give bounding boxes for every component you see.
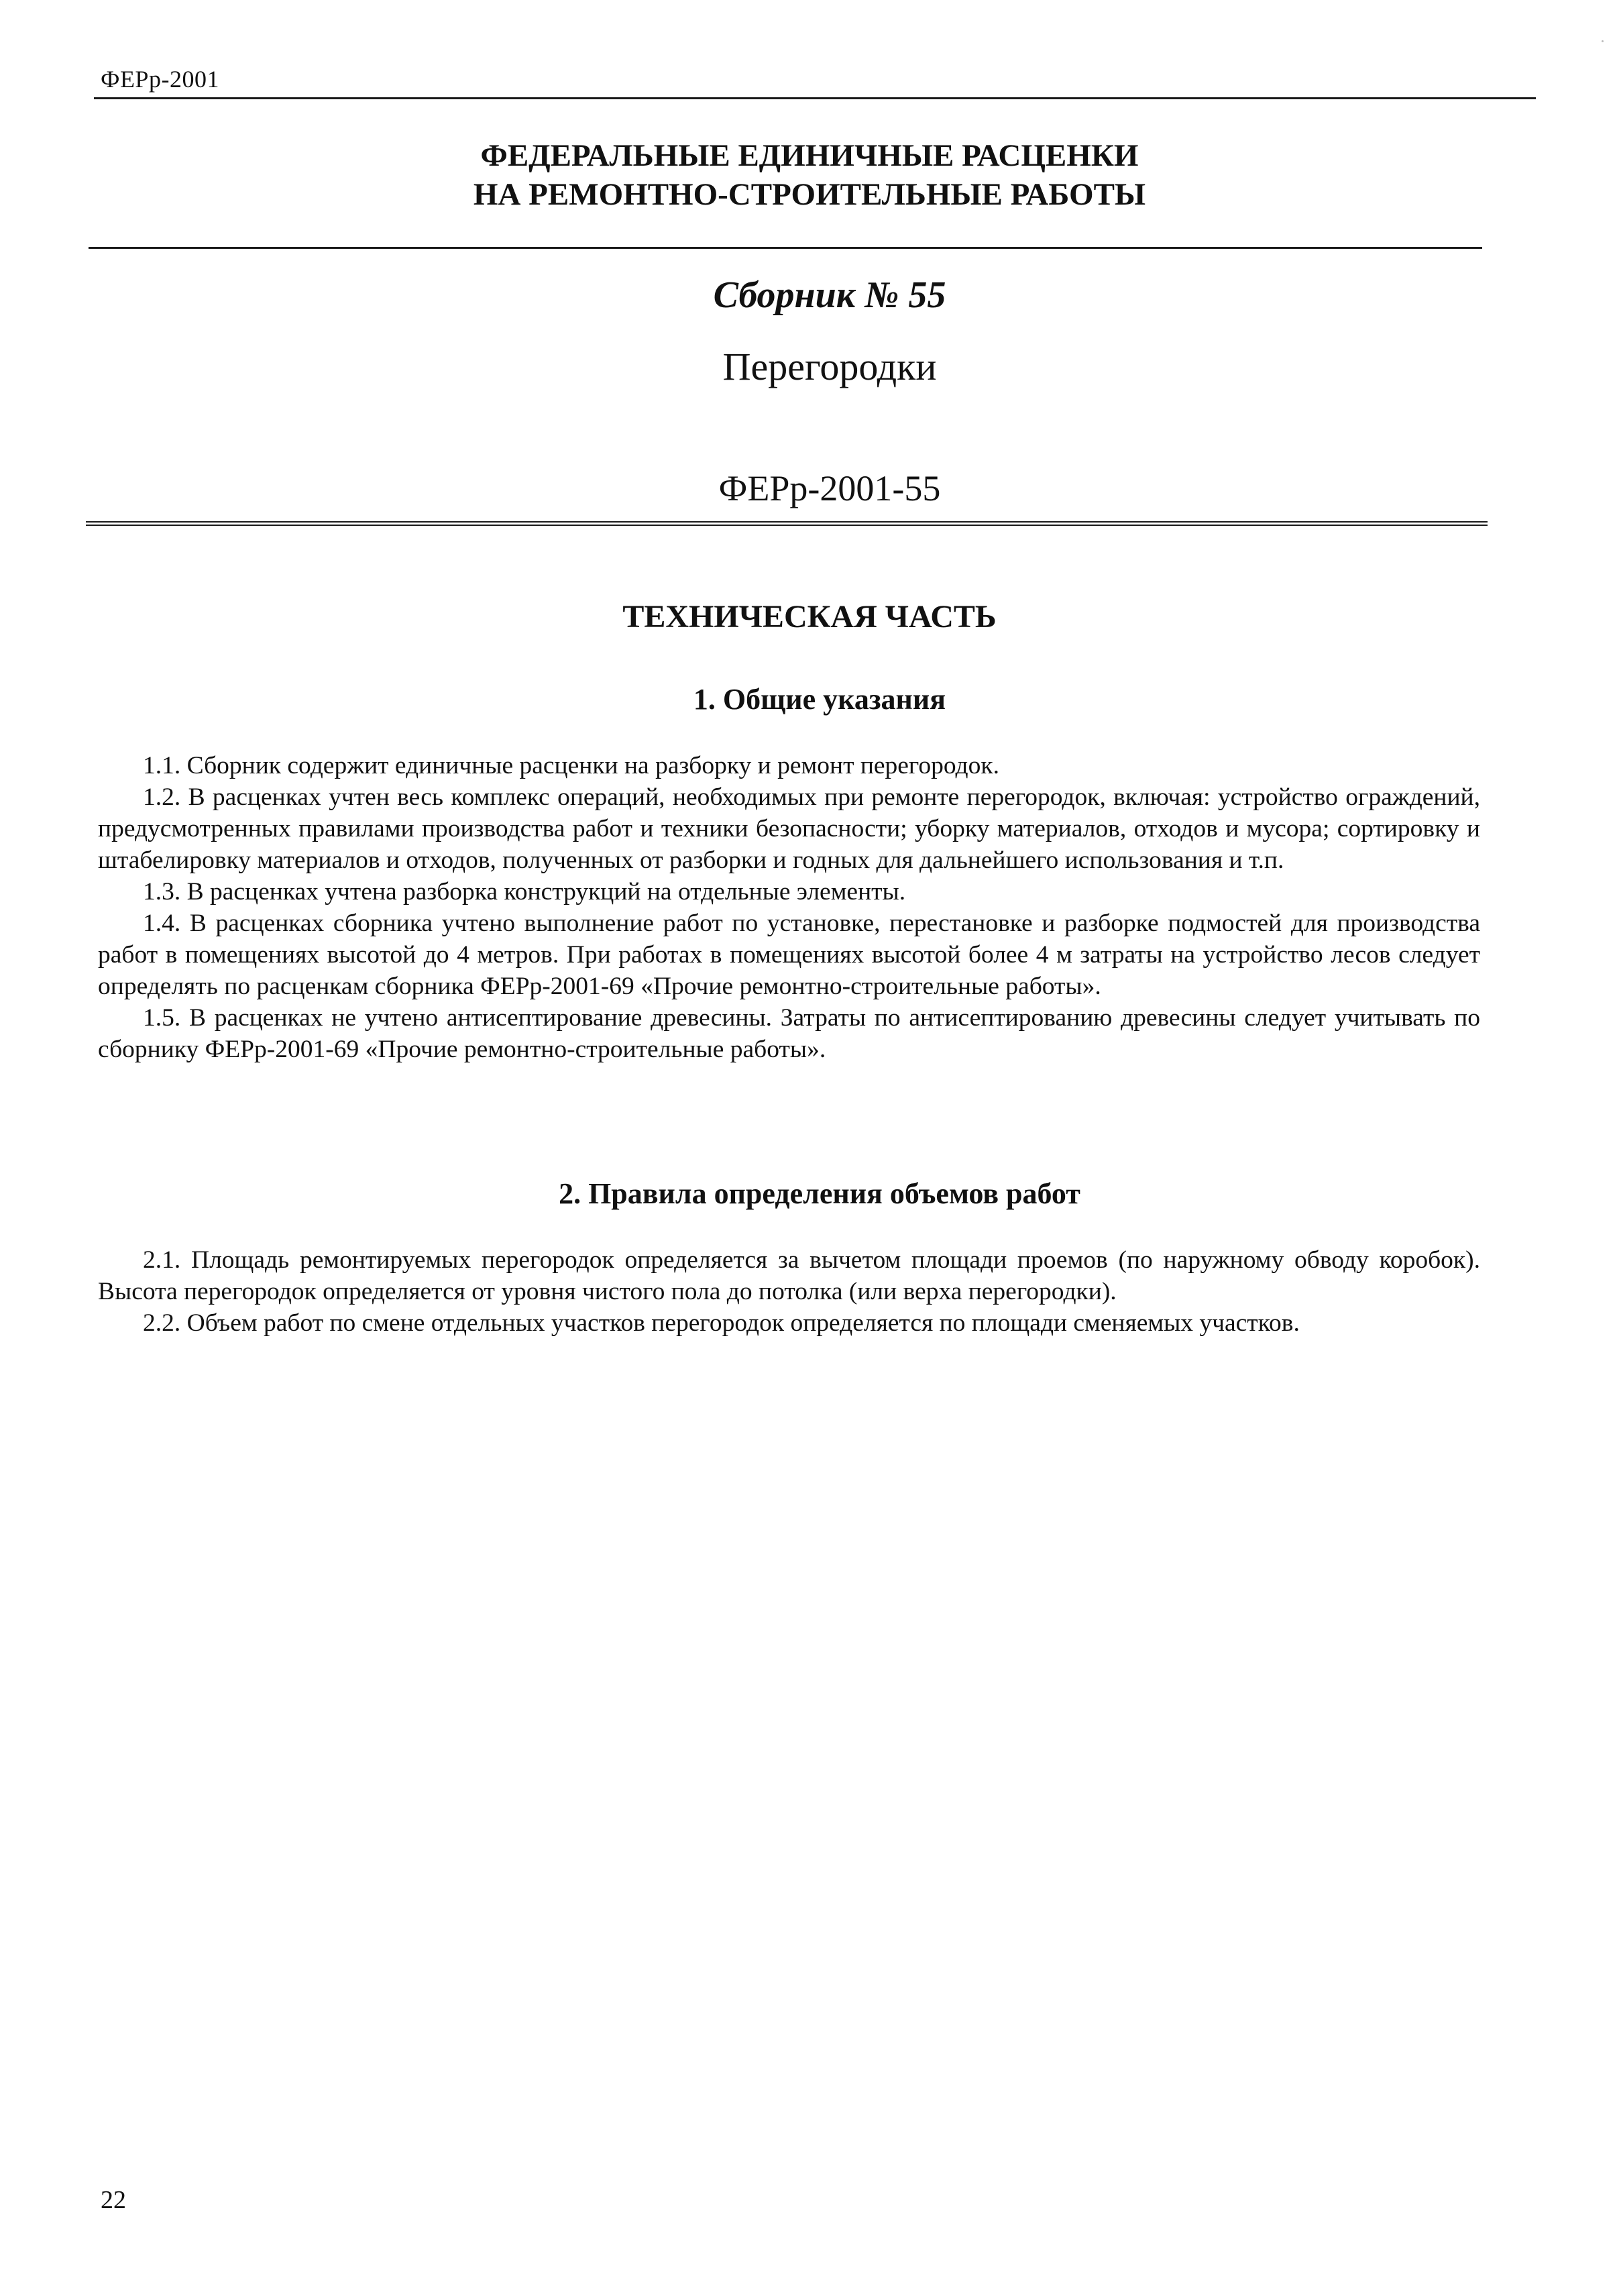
document-title-line-1: ФЕДЕРАЛЬНЫЕ ЕДИНИЧНЫЕ РАСЦЕНКИ [480, 138, 1139, 173]
document-title [0, 136, 1619, 214]
scan-speck [1602, 40, 1604, 42]
rules-paragraphs [98, 1244, 1480, 1339]
collection-name: Перегородки [722, 345, 937, 388]
collection-code: ФЕРр-2001-55 [718, 468, 941, 508]
general-paragraphs [98, 750, 1480, 1065]
page-number: 22 [101, 2186, 126, 2214]
document-title-line-2: НА РЕМОНТНО-СТРОИТЕЛЬНЫЕ РАБОТЫ [473, 177, 1146, 212]
paragraph-2-1: 2.1. Площадь ремонтируемых перегородок определяется за вычетом площади проемов (по наружному обводу коробок). Высота перегородок определяется от уровня чистого пола до потолка (или верха перегородки). [98, 1246, 1480, 1305]
general-heading: 1. Общие указания [693, 683, 946, 716]
rules-heading: 2. Правила определения объемов работ [559, 1177, 1080, 1210]
paragraph-2-2: 2.2. Объем работ по смене отдельных участков перегородок определяется по площади сменяемых участков. [143, 1309, 1300, 1337]
header-rule [94, 97, 1536, 99]
paragraph-1-5: 1.5. В расценках не учтено антисептирование древесины. Затраты по антисептированию древесины следует учитывать по сборнику ФЕРр-2001-69 «Прочие ремонтно-строительные работы». [98, 1004, 1480, 1063]
paragraph-1-3: 1.3. В расценках учтена разборка конструкций на отдельные элементы. [143, 878, 906, 906]
collection-divider [86, 521, 1488, 526]
collection-number: Сборник № 55 [713, 274, 946, 316]
title-divider [89, 247, 1482, 249]
section-title: ТЕХНИЧЕСКАЯ ЧАСТЬ [622, 599, 997, 635]
paragraph-1-2: 1.2. В расценках учтен весь комплекс операций, необходимых при ремонте перегородок, включая: устройство ограждений, предусмотренных правилами производства работ и техники безопасности; уборку материалов, отходов и мусора; сортировку и штабелировку материалов и отходов, полученных от разборки и годных для дальнейшего использования и т.п. [98, 783, 1480, 874]
paragraph-1-1: 1.1. Сборник содержит единичные расценки на разборку и ремонт перегородок. [143, 752, 999, 779]
running-header: ФЕРр-2001 [101, 66, 219, 93]
paragraph-1-4: 1.4. В расценках сборника учтено выполнение работ по установке, перестановке и разборке подмостей для производства работ в помещениях высотой до 4 метров. При работах в помещениях высотой более 4 м затраты на устройство лесов следует определять по расценкам сборника ФЕРр-2001-69 «Прочие ремонтно-строительные работы». [98, 910, 1480, 1000]
